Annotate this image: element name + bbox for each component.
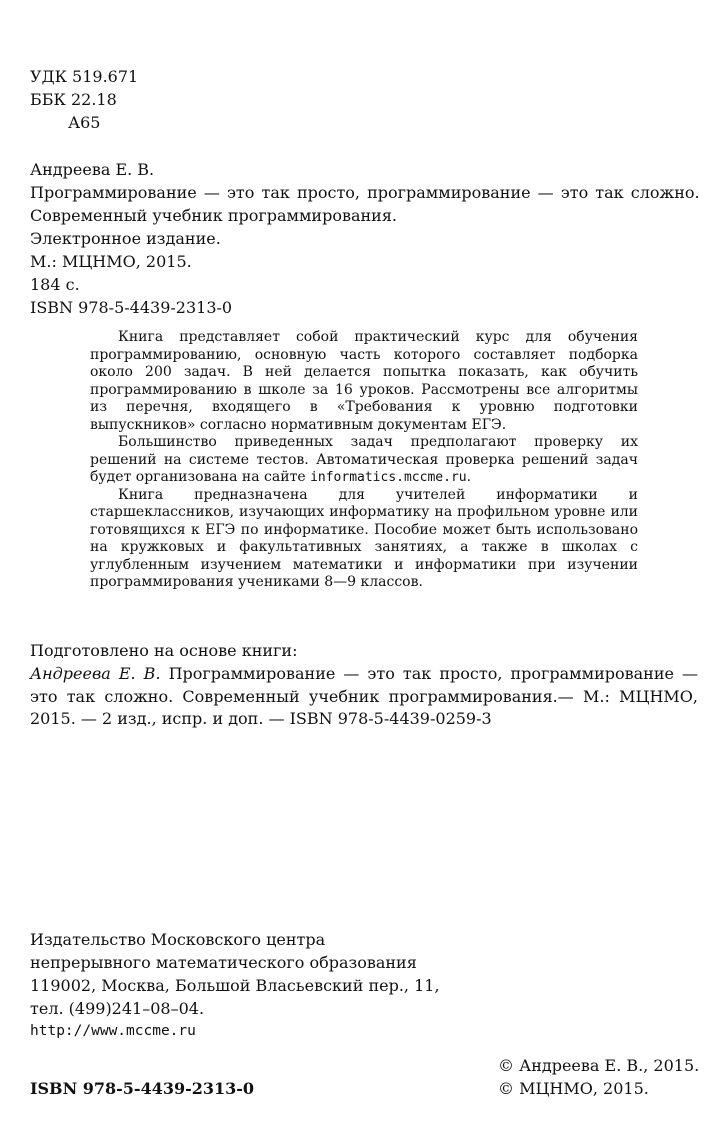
biblio-title-line1: Программирование — это так просто, программирование — это так сложно. (30, 183, 700, 202)
bbk-code: ББК 22.18 (30, 90, 117, 109)
source-citation-line2: это так сложно. Современный учебник программирования.— М.: МЦНМО, (30, 686, 698, 706)
biblio-title (30, 182, 698, 205)
abstract-paragraph-3: Книга предназначена для учителей информатики и старшеклассников, изучающих информатику на профильном уровне или готовящихся к ЕГЭ по информатике. Пособие может быть использовано на кружковых и факультативных занятиях, а также в школах с углубленным изучением математики и информатики при изучении программирования учениками 8—9 классов. (90, 486, 638, 590)
imprint-line-2: непрерывного математического образования (30, 953, 417, 972)
source-citation (30, 663, 698, 731)
author-mark: А65 (68, 113, 101, 132)
informatics-site-link: informatics.mccme.ru (310, 470, 467, 485)
biblio-title-line2: Современный учебник программирования. (30, 206, 398, 225)
copyright-author: © Андреева Е. В., 2015. (498, 1056, 700, 1075)
copyright-publisher: © МЦНМО, 2015. (498, 1079, 649, 1098)
abstract (90, 329, 638, 592)
imprint-address: 119002, Москва, Большой Власьевский пер., 11, (30, 976, 440, 995)
abstract-paragraph-2-text: Большинство приведенных задач предполагают проверку их решений на системе тестов. Автоматическая проверка решений задач будет организована на сайте (90, 434, 638, 485)
source-intro: Подготовлено на основе книги: (30, 641, 298, 660)
footer-isbn: ISBN 978-5-4439-2313-0 (30, 1079, 255, 1098)
udk-code: УДК 519.671 (30, 67, 139, 86)
biblio-publisher: М.: МЦНМО, 2015. (30, 252, 192, 271)
source-title: Программирование — это так просто, программирование — (168, 664, 698, 683)
source-citation-line1 (30, 663, 698, 686)
biblio-author: Андреева Е. В. (30, 160, 155, 179)
biblio-edition: Электронное издание. (30, 229, 221, 248)
biblio-pages: 184 с. (30, 275, 80, 294)
source-citation-line3: 2015. — 2 изд., испр. и доп. — ISBN 978-5-4439-0259-3 (30, 709, 492, 728)
imprint-url: http://www.mccme.ru (30, 1023, 196, 1039)
source-author: Андреева Е. В. (30, 664, 161, 683)
abstract-paragraph-2-end: . (466, 469, 472, 485)
abstract-paragraph-1: Книга представляет собой практический курс для обучения программированию, основную часть которого составляет подборка около 200 задач. В ней делается попытка показать, как обучить программированию в школе за 16 уроков. Рассмотрены все алгоритмы из перечня, входящего в «Требования к уровню подготовки выпускников» согласно нормативным документам ЕГЭ. (90, 329, 638, 433)
abstract-paragraph-2 (90, 434, 638, 487)
imprint-phone: тел. (499)241–08–04. (30, 999, 205, 1018)
imprint-line-1: Издательство Московского центра (30, 930, 326, 949)
biblio-isbn: ISBN 978-5-4439-2313-0 (30, 298, 233, 317)
